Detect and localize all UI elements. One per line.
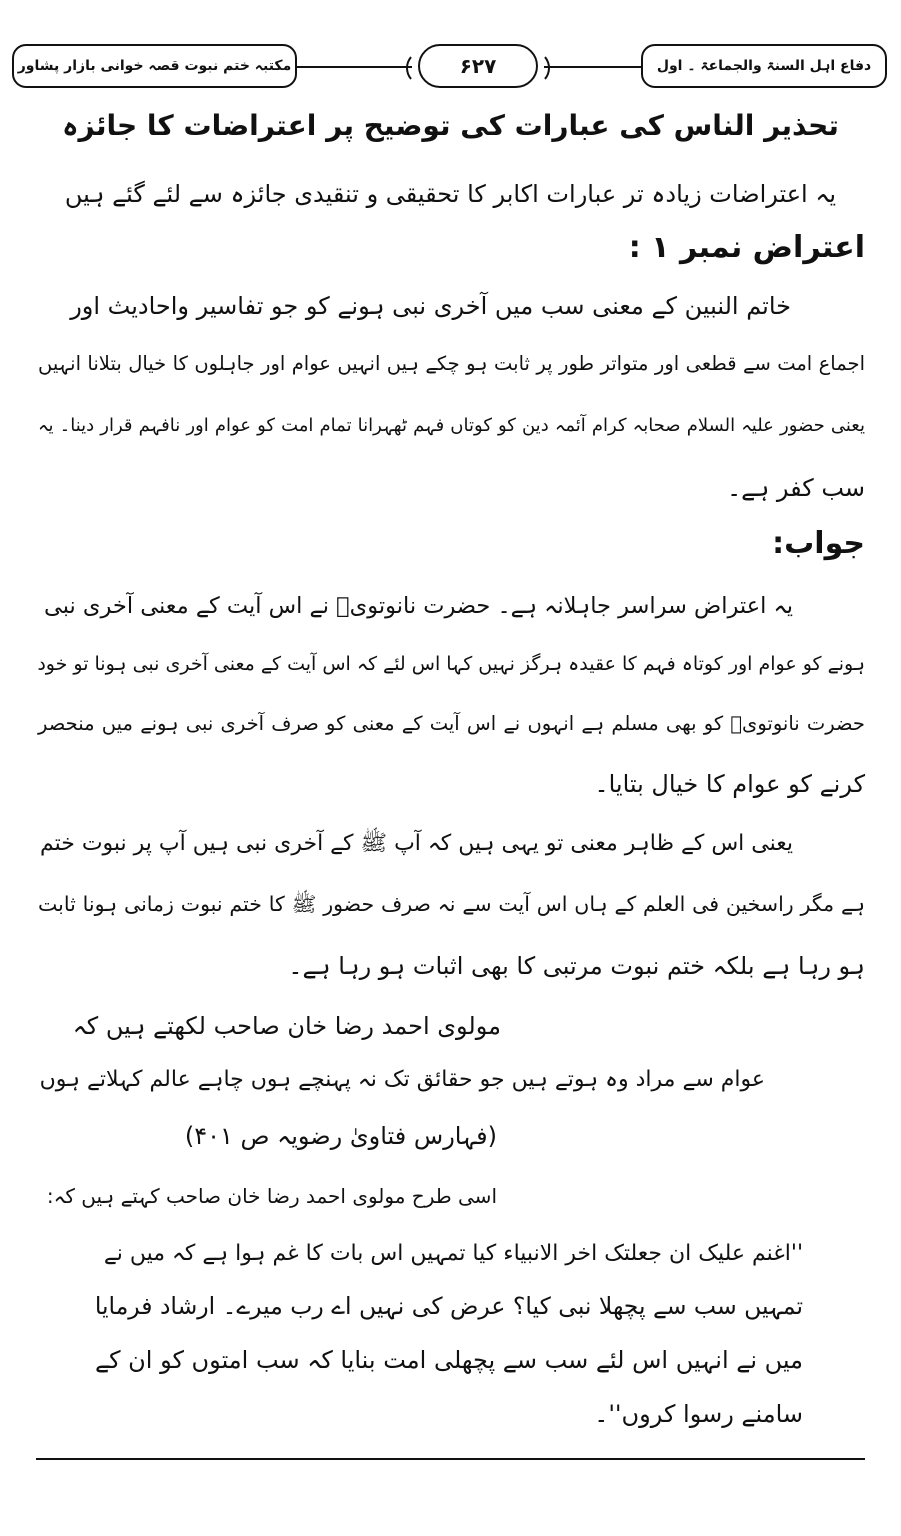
objection-line: یعنی حضور علیہ السلام صحابہ کرام آئمہ دین کو کوتاں فہم ٹھہرانا تمام امت کو عوام اور نافہم قرار دینا۔ یہ (38, 415, 865, 436)
quote-intro: مولوی احمد رضا خان صاحب لکھتے ہیں کہ (72, 1012, 501, 1040)
answer-line: کرنے کو عوام کا خیال بتایا۔ (594, 770, 865, 798)
quote-line: ''اغنم علیک ان جعلتک اخر الانبیاء کیا تمہیں اس بات کا غم ہوا ہے کہ میں نے (103, 1241, 803, 1266)
quote-line: سامنے رسوا کروں''۔ (594, 1400, 803, 1428)
answer-heading: جواب: (772, 526, 865, 561)
answer-line: یہ اعتراض سراسر جاہلانہ ہے۔ حضرت نانوتویؒ نے اس آیت کے معنی آخری نبی (43, 593, 793, 619)
quote-line: تمہیں سب سے پچھلا نبی کیا؟ عرض کی نہیں اے رب میرے۔ ارشاد فرمایا (94, 1292, 803, 1320)
objection-line: اجماع امت سے قطعی اور متواتر طور پر ثابت ہو چکے ہیں انہیں عوام اور جاہلوں کا خیال بتلانا انہیں (38, 352, 865, 375)
book-title-label: دفاع اہل السنۃ والجماعۃ ۔ اول (641, 44, 887, 88)
paragraph-line: ہو رہا ہے بلکہ ختم نبوت مرتبی کا بھی اثبات ہو رہا ہے۔ (288, 952, 865, 980)
page-title: تحذیر الناس کی عبارات کی توضیح پر اعتراضات کا جائزہ (62, 109, 839, 142)
publisher-label: مکتبہ ختم نبوت قصہ خوانی بازار پشاور (12, 44, 297, 88)
header-rule-right (544, 66, 641, 68)
page-number: ۶۲۷ (418, 44, 538, 88)
quote-reference: (فہارس فتاویٰ رضویہ ص ۴۰۱) (184, 1122, 497, 1150)
answer-line: ہونے کو عوام اور کوتاہ فہم کا عقیدہ ہرگز نہیں کہا اس لئے کہ اس آیت کے معنی آخری نبی ہونا تو خود (37, 653, 865, 675)
paragraph-line: یعنی اس کے ظاہر معنی تو یہی ہیں کہ آپ ﷺ کے آخری نبی ہیں آپ پر نبوت ختم (39, 831, 793, 856)
page-subtitle: یہ اعتراضات زیادہ تر عبارات اکابر کا تحقیقی و تنقیدی جائزہ سے لئے گئے ہیں (64, 180, 837, 208)
objection-line: خاتم النبین کے معنی سب میں آخری نبی ہونے کو جو تفاسیر واحادیث اور (70, 292, 791, 320)
objection-line: سب کفر ہے۔ (727, 474, 865, 502)
objection-heading: اعتراض نمبر ۱ : (628, 230, 865, 265)
header-rule-left (297, 66, 412, 68)
quote-intro: اسی طرح مولوی احمد رضا خان صاحب کہتے ہیں کہ: (46, 1184, 497, 1208)
answer-line: حضرت نانوتویؒ کو بھی مسلم ہے انہوں نے اس آیت کے معنی کو صرف آخری نبی ہونے میں منحصر (38, 712, 865, 735)
bottom-divider (36, 1458, 865, 1460)
paragraph-line: ہے مگر راسخین فی العلم کے ہاں اس آیت سے نہ صرف حضور ﷺ کا ختم نبوت زمانی ہونا ثابت (38, 892, 865, 916)
quote-text: عوام سے مراد وہ ہوتے ہیں جو حقائق تک نہ پہنچے ہوں چاہے عالم کہلاتے ہوں (39, 1067, 765, 1092)
quote-line: میں نے انہیں اس لئے سب سے پچھلی امت بنایا کہ سب امتوں کو ان کے (95, 1346, 803, 1374)
